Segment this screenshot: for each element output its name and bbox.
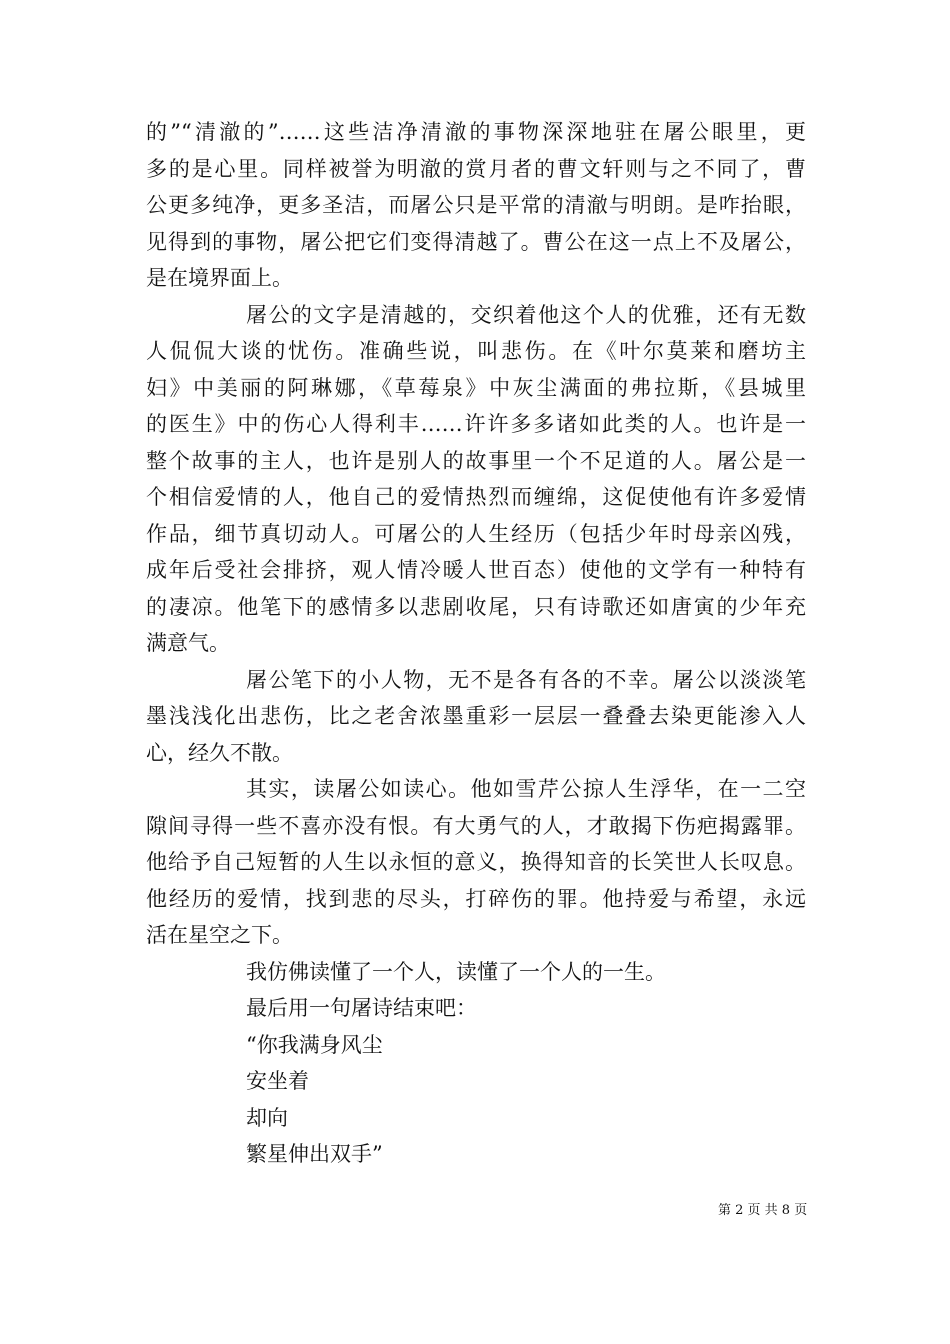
- paragraph-line: 整个故事的主人，也许是别人的故事里一个不足道的人。屠公是一: [146, 448, 806, 473]
- paragraph-line: 作品，细节真切动人。可屠公的人生经历（包括少年时母亲凶残，: [146, 521, 806, 546]
- paragraph-line: 的”“清澈的”……这些洁净清澈的事物深深地驻在屠公眼里，更: [146, 120, 806, 144]
- paragraph-line: 公更多纯净，更多圣洁，而屠公只是平常的清澈与明朗。是咋抬眼，: [146, 193, 806, 217]
- paragraph-line: 墨浅浅化出悲伤，比之老舍浓墨重彩一层层一叠叠去染更能渗入人: [146, 704, 806, 728]
- paragraph-line: 满意气。: [146, 631, 230, 655]
- paragraph-line: “你我满身风尘: [246, 1032, 383, 1057]
- paragraph-line: 他经历的爱情，找到悲的尽头，打碎伤的罪。他持爱与希望，永远: [146, 886, 806, 911]
- paragraph-line: 繁星伸出双手”: [246, 1142, 383, 1166]
- page-number-footer: 第 2 页 共 8 页: [718, 1203, 808, 1218]
- paragraph-line: 活在星空之下。: [146, 923, 293, 947]
- paragraph-line: 成年后受社会排挤，观人情冷暖人世百态）使他的文学有一种特有: [146, 558, 806, 582]
- paragraph-line: 隙间寻得一些不喜亦没有恨。有大勇气的人，才敢揭下伤疤揭露罪。: [146, 813, 806, 838]
- paragraph-line: 屠公笔下的小人物，无不是各有各的不幸。屠公以淡淡笔: [246, 667, 806, 692]
- paragraph-line: 多的是心里。同样被誉为明澈的赏月者的曹文轩则与之不同了，曹: [146, 156, 806, 181]
- paragraph-line: 个相信爱情的人，他自己的爱情热烈而缠绵，这促使他有许多爱情: [146, 485, 806, 509]
- paragraph-line: 是在境界面上。: [146, 266, 293, 290]
- paragraph-line: 妇》中美丽的阿琳娜，《草莓泉》中灰尘满面的弗拉斯，《县城里: [146, 375, 806, 400]
- body-text: [146, 114, 806, 1173]
- paragraph-line: 见得到的事物，屠公把它们变得清越了。曹公在这一点上不及屠公，: [146, 229, 806, 254]
- paragraph-line: 我仿佛读懂了一个人，读懂了一个人的一生。: [246, 959, 666, 984]
- paragraph-line: 的医生》中的伤心人得利丰……许许多多诸如此类的人。也许是一: [146, 412, 806, 436]
- paragraph-line: 的凄凉。他笔下的感情多以悲剧收尾，只有诗歌还如唐寅的少年充: [146, 594, 806, 619]
- paragraph-line: 却向: [246, 1105, 288, 1130]
- paragraph-line: 安坐着: [246, 1069, 309, 1093]
- paragraph-line: 他给予自己短暂的人生以永恒的意义，换得知音的长笑世人长叹息。: [146, 850, 806, 874]
- paragraph-line: 屠公的文字是清越的，交织着他这个人的优雅，还有无数: [246, 302, 806, 327]
- paragraph-line: 其实，读屠公如读心。他如雪芹公掠人生浮华，在一二空: [246, 777, 806, 801]
- paragraph-line: 最后用一句屠诗结束吧：: [246, 996, 477, 1020]
- paragraph-line: 心，经久不散。: [146, 740, 293, 765]
- paragraph-line: 人侃侃大谈的忧伤。准确些说，叫悲伤。在《叶尔莫莱和磨坊主: [146, 339, 806, 363]
